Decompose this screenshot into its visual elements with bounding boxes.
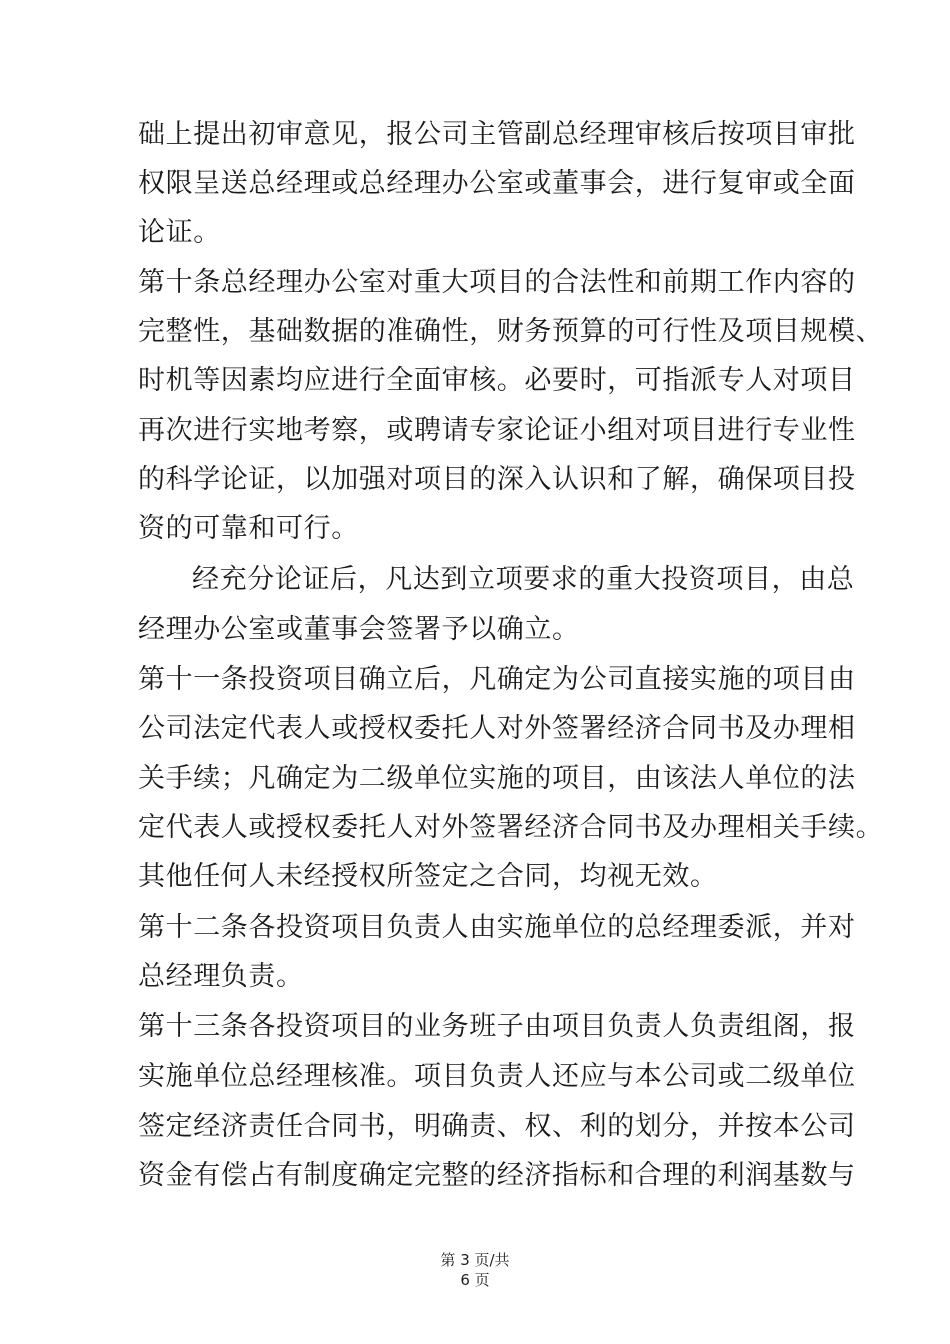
text-line-4: 第十条总经理办公室对重大项目的合法性和前期工作内容的: [138, 267, 856, 298]
text-line-9: 资的可靠和可行。: [138, 513, 359, 544]
text-line-20: 实施单位总经理核准。项目负责人还应与本公司或二级单位: [138, 1061, 856, 1092]
text-line-5: 完整性，基础数据的准确性，财务预算的可行性及项目规模、: [138, 316, 884, 347]
text-line-3: 论证。: [138, 217, 221, 248]
text-line-18: 总经理负责。: [138, 961, 304, 992]
text-line-1: 础上提出初审意见，报公司主管副总经理审核后按项目审批: [138, 119, 856, 150]
text-line-19: 第十三条各投资项目的业务班子由项目负责人负责组阁，报: [138, 1011, 856, 1042]
text-line-11: 经理办公室或董事会签署予以确立。: [138, 614, 580, 645]
page-number-line-1: 第 3 页/共: [440, 1251, 510, 1269]
text-line-21: 签定经济责任合同书，明确责、权、利的划分，并按本公司: [138, 1111, 856, 1142]
text-line-7: 再次进行实地考察，或聘请专家论证小组对项目进行专业性: [138, 415, 856, 446]
page-number-line-2: 6 页: [460, 1271, 490, 1289]
text-line-15: 定代表人或授权委托人对外签署经济合同书及办理相关手续。: [138, 812, 884, 843]
text-line-2: 权限呈送总经理或总经理办公室或董事会，进行复审或全面: [138, 168, 856, 199]
text-line-10: 经充分论证后，凡达到立项要求的重大投资项目，由总: [192, 564, 855, 595]
text-line-22: 资金有偿占有制度确定完整的经济指标和合理的利润基数与: [138, 1160, 856, 1191]
text-line-6: 时机等因素均应进行全面审核。必要时，可指派专人对项目: [138, 365, 856, 396]
text-line-8: 的科学论证，以加强对项目的深入认识和了解，确保项目投: [138, 464, 856, 495]
text-line-14: 关手续；凡确定为二级单位实施的项目，由该法人单位的法: [138, 763, 856, 794]
text-line-12: 第十一条投资项目确立后，凡确定为公司直接实施的项目由: [138, 664, 856, 695]
text-line-16: 其他任何人未经授权所签定之合同，均视无效。: [138, 861, 718, 892]
text-line-13: 公司法定代表人或授权委托人对外签署经济合同书及办理相: [138, 713, 856, 744]
text-line-17: 第十二条各投资项目负责人由实施单位的总经理委派，并对: [138, 912, 856, 943]
